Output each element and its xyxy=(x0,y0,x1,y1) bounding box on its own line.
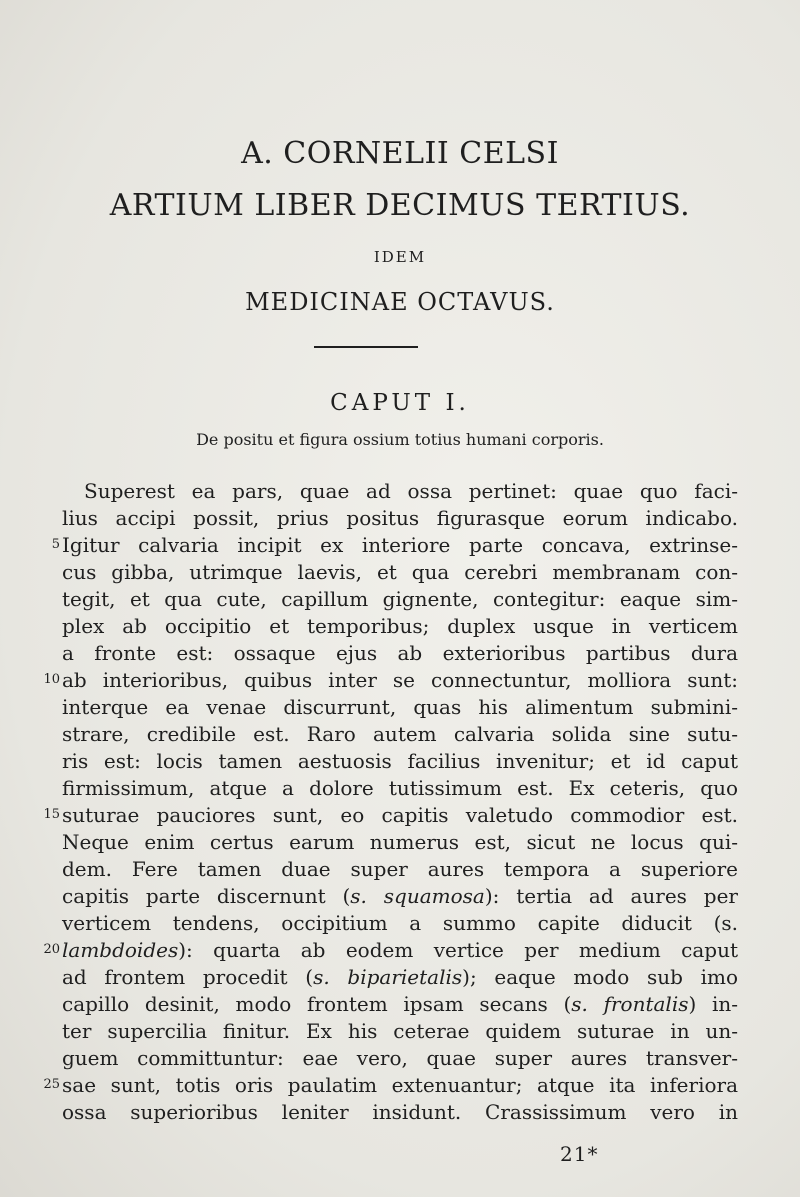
title-line-3: MEDICINAE OCTAVUS. xyxy=(245,288,555,316)
body-text xyxy=(62,478,738,1126)
text-line: Neque enim certus earum numerus est, sicut ne locus qui- xyxy=(62,830,738,854)
text-line: sae sunt, totis oris paulatim extenuantur; atque ita inferiora xyxy=(62,1073,738,1097)
margin-line-number: 20 xyxy=(43,942,60,957)
text-line xyxy=(62,964,738,991)
text-line xyxy=(62,883,738,910)
text-line: strare, credibile est. Raro autem calvaria solida sine sutu- xyxy=(62,722,738,746)
text-line: a fronte est: ossaque ejus ab exterioribus partibus dura xyxy=(62,641,738,665)
text-line: guem committuntur: eae vero, quae super aures transver- xyxy=(62,1046,738,1070)
italic-term: s. biparietalis xyxy=(313,965,463,989)
text-line: Igitur calvaria incipit ex interiore parte concava, extrinse- xyxy=(62,533,738,557)
text-line: cus gibba, utrimque laevis, et qua cerebri membranam con- xyxy=(62,560,738,584)
margin-line-number: 10 xyxy=(43,672,60,687)
italic-term: s. frontalis xyxy=(571,992,689,1016)
section-divider xyxy=(314,346,418,348)
title-line-2: ARTIUM LIBER DECIMUS TERTIUS. xyxy=(109,188,691,223)
signature-mark: 21* xyxy=(560,1142,599,1166)
text-segment: capillo desinit, modo frontem ipsam secans ( xyxy=(62,992,572,1016)
margin-line-number: 5 xyxy=(51,537,60,552)
text-segment: ) in- xyxy=(688,992,738,1016)
italic-term: lambdoides xyxy=(62,938,179,962)
text-line: firmissimum, atque a dolore tutissimum est. Ex ceteris, quo xyxy=(62,776,738,800)
text-segment: ): quarta ab eodem vertice per medium caput xyxy=(178,938,738,962)
text-line: ris est: locis tamen aestuosis facilius invenitur; et id caput xyxy=(62,749,738,773)
text-line: ossa superioribus leniter insidunt. Crassissimum vero in xyxy=(62,1100,738,1124)
text-segment: ad frontem procedit ( xyxy=(62,965,314,989)
text-line xyxy=(62,991,738,1018)
text-line: ter supercilia finitur. Ex his ceterae quidem suturae in un- xyxy=(62,1019,738,1043)
bleed-through-shadow xyxy=(210,28,690,52)
italic-term: s. squamosa xyxy=(350,884,485,908)
text-line: interque ea venae discurrunt, quas his alimentum submini- xyxy=(62,695,738,719)
chapter-heading: CAPUT I. xyxy=(330,390,470,416)
text-segment: capitis parte discernunt ( xyxy=(62,884,351,908)
text-line: Superest ea pars, quae ad ossa pertinet: quae quo faci- xyxy=(84,479,738,503)
margin-line-number: 15 xyxy=(43,807,60,822)
chapter-subtitle: De positu et figura ossium totius humani corporis. xyxy=(196,430,604,449)
title-idem: IDEM xyxy=(373,248,427,266)
text-line: dem. Fere tamen duae super aures tempora a superiore xyxy=(62,857,738,881)
text-segment: ); eaque modo sub imo xyxy=(462,965,738,989)
margin-line-number: 25 xyxy=(43,1077,60,1092)
text-line: lius accipi possit, prius positus figurasque eorum indicabo. xyxy=(62,506,738,530)
text-line: ab interioribus, quibus inter se connectuntur, molliora sunt: xyxy=(62,668,738,692)
text-line: tegit, et qua cute, capillum gignente, contegitur: eaque sim- xyxy=(62,587,738,611)
text-line: suturae pauciores sunt, eo capitis valetudo commodior est. xyxy=(62,803,738,827)
text-line: plex ab occipitio et temporibus; duplex usque in verticem xyxy=(62,614,738,638)
title-line-1: A. CORNELII CELSI xyxy=(241,136,559,171)
text-line xyxy=(62,937,738,964)
text-line: verticem tendens, occipitium a summo capite diducit (s. xyxy=(62,911,738,935)
text-segment: ): tertia ad aures per xyxy=(484,884,738,908)
